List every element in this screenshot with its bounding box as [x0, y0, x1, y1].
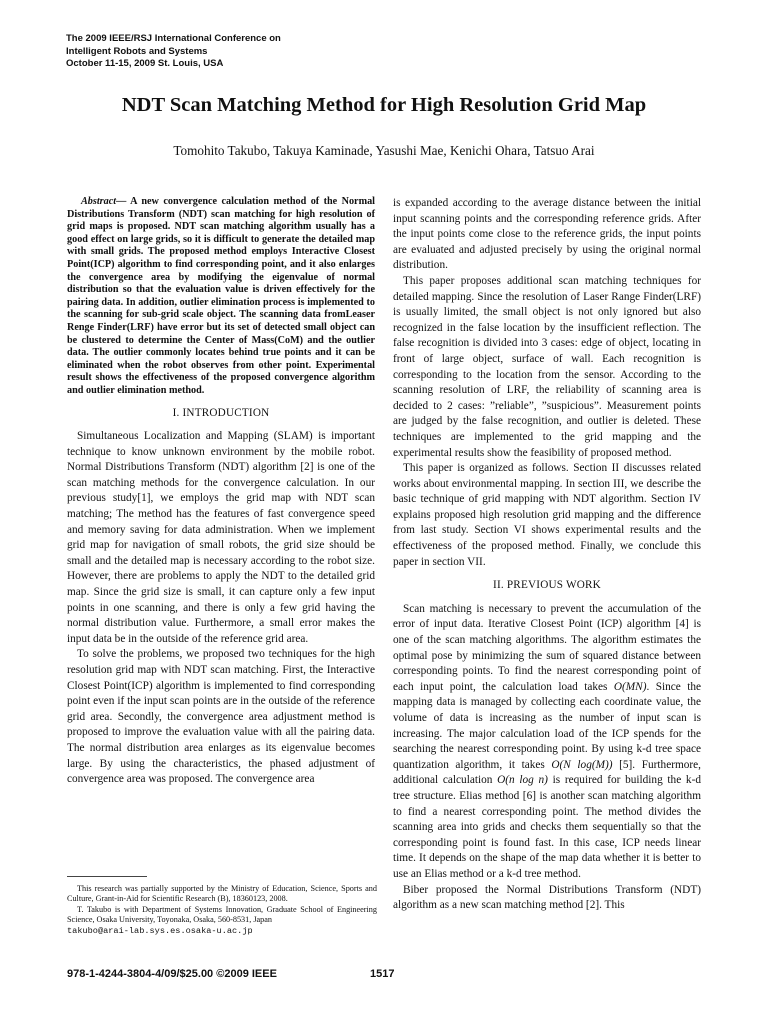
footnote-divider [67, 876, 147, 877]
right-column [393, 196, 701, 914]
complexity-nlogm: O(N log(M)) [551, 758, 613, 771]
right-paragraph-2: This paper proposes additional scan matching techniques for detailed mapping. Since the resolution of Laser Range Finder(LRF) is usually limited, the small object is not only ignored but also recognized in the false location by the insufficient reflection. The false recognition is divided into 3 cases: edge of object, locating in front of large object, surface of wall. Each recognition is corresponding to the location from the sensor. According to the scanning resolution of LRF, the reliability of scanning area is decided to 2 cases: ”reliable”, ”suspicious”. Measurement points are judged by the false recognition, and outlier is deleted. These techniques are implemented to the grid mapping and the experimental results show the feasibility of proposed method. [393, 274, 701, 459]
section-heading-previous-work: II. PREVIOUS WORK [493, 579, 601, 592]
previous-work-paragraph-2: Biber proposed the Normal Distributions Transform (NDT) algorithm as a new scan matching method [2]. This [393, 883, 701, 912]
right-paragraph-1: is expanded according to the average distance between the initial input scanning points and the corresponding reference grids. After the input points come close to the reference grids, the input points are evaluated and adjusted precisely by using the original normal distribution. [393, 197, 701, 272]
previous-work-text-a: Scan matching is necessary to prevent the accumulation of the error of input data. Iterative Closest Point (ICP) algorithm [4] is one of the scan matching algorithms. The algorithm estimates the optimal pose by minimizing the sum of squared distance between corresponding points. To find the nearest corresponding point of each input point, the calculation load takes [393, 602, 701, 693]
abstract [67, 196, 375, 398]
right-paragraph-3: This paper is organized as follows. Section II discusses related works about environmental mapping. In section III, we describe the basic technique of grid mapping with NDT algorithm. Section IV explains proposed high resolution grid mapping and the difference from last study. Section VI shows experimental results and the effectiveness of the proposed method. Finally, we conclude this paper in section VII. [393, 462, 701, 568]
footnote-funding: This research was partially supported by the Ministry of Education, Science, Sports and Culture, Grant-in-Aid for Scientific Research (B), 18360123, 2008. [67, 884, 377, 904]
previous-work-text-d: [5]. Furthermore, additional calculation [393, 758, 702, 787]
footnote-affiliation: T. Takubo is with Department of Systems Innovation, Graduate School of Engineering Science, Osaka University, Toyonaka, Osaka, 560-8531, Japan [67, 904, 377, 925]
conference-header [66, 33, 281, 71]
intro-paragraph-1: Simultaneous Localization and Mapping (SLAM) is important technique to know unknown environment by the mobile robot. Normal Distributions Transform (NDT) algorithm [2] is one of the scan matching methods for the convergence calculation. In our previous study[1], we employs the grid map with NDT scan matching; The method has the features of fast convergence speed and memory saving for data administration. When we implement grid map for navigation of small robots, the grid size should be small and the detailed map is necessary according to the robot size. However, there are problems to apply the NDT to the detailed grid map. Since the grid size is small, it can capture only a few input points in one scanning, and there is only a few grid having the normal distribution value. Furthermore, a small error makes the input data be in the outside of the reference grid area. [67, 430, 375, 645]
conference-name-line2: Intelligent Robots and Systems [66, 45, 208, 57]
abstract-label: Abstract [81, 196, 117, 207]
complexity-nlogn: O(n log n) [497, 774, 548, 787]
complexity-mn: (MN) [621, 680, 647, 693]
previous-work-paragraph-1 [393, 602, 701, 883]
conference-name-line1: The 2009 IEEE/RSJ International Conference on [66, 33, 281, 44]
left-column [67, 196, 375, 788]
page-number: 1517 [370, 968, 395, 980]
author-list: Tomohito Takubo, Takuya Kaminade, Yasushi Mae, Kenichi Ohara, Tatsuo Arai [173, 143, 595, 158]
complexity-o: O [613, 680, 622, 693]
footnotes [67, 884, 377, 936]
previous-work-text-f: is required for building the k-d tree structure. Elias method [6] is another scan matching algorithm to find a nearest corresponding point. The method divides the scanning area into grids and checks them sequentially so that the corresponding point is found fast. In this case, ICP needs linear time. It depends on the shape of the map data whether it is better to use an Elias method or a k-d tree method. [393, 774, 701, 880]
abstract-text: A new convergence calculation method of the Normal Distributions Transform (NDT) scan matching for high resolution of grid maps is proposed. NDT scan matching algorithm usually has a good effect on large grids, so it is difficult to generate the detailed map with small grids. The proposed method employs Interactive Closest Point(ICP) algorithm to find corresponding point, and it also enlarges the convergence area by modifying the eigenvalue of normal distribution so that the evaluation value is driven effectively for the pairing data. In addition, outlier elimination process is implemented to the scanning for sub-grid scale object. The scanning data fromLeaser Renge Finder(LRF) have error but its set of detected small object can be clustered to determine the Center of Mass(CoM) and the outlier data. The outlier commonly locates behind true points and it can be eliminated when the robot observes from other point. Experimental result shows the effectiveness of the proposed convergence algorithm and outlier elimination method. [67, 196, 375, 396]
previous-work-text-b: . Since the mapping data is managed by collecting each coordinate value, the volume of data is increasing as the number of input scan is increasing. The major calculation load of the ICP spends for the searching the nearest corresponding point. By using k-d tree space quantization algorithm, it takes [393, 680, 702, 771]
author-email: takubo@arai-lab.sys.es.osaka-u.ac.jp [67, 925, 253, 936]
intro-paragraph-2: To solve the problems, we proposed two techniques for the high resolution grid map with NDT scan matching. First, the Interactive Closest Point(ICP) algorithm is implemented to find corresponding point even if the input scan points are in the outside of the reference grid area. Secondly, the convergence area adjustment method is proposed to improve the evaluation value with all the pairing data. The normal distribution area enlarges as its eigenvalue becomes large. By using the characteristics, the phased adjustment of convergence area was proposed. The convergence area [67, 648, 375, 786]
isbn-copyright: 978-1-4244-3804-4/09/$25.00 ©2009 IEEE [67, 968, 277, 980]
section-heading-introduction: I. INTRODUCTION [172, 406, 270, 419]
paper-title: NDT Scan Matching Method for High Resolution Grid Map [121, 94, 647, 116]
conference-date-location: October 11-15, 2009 St. Louis, USA [66, 58, 224, 69]
abstract-dash: — [116, 196, 131, 207]
